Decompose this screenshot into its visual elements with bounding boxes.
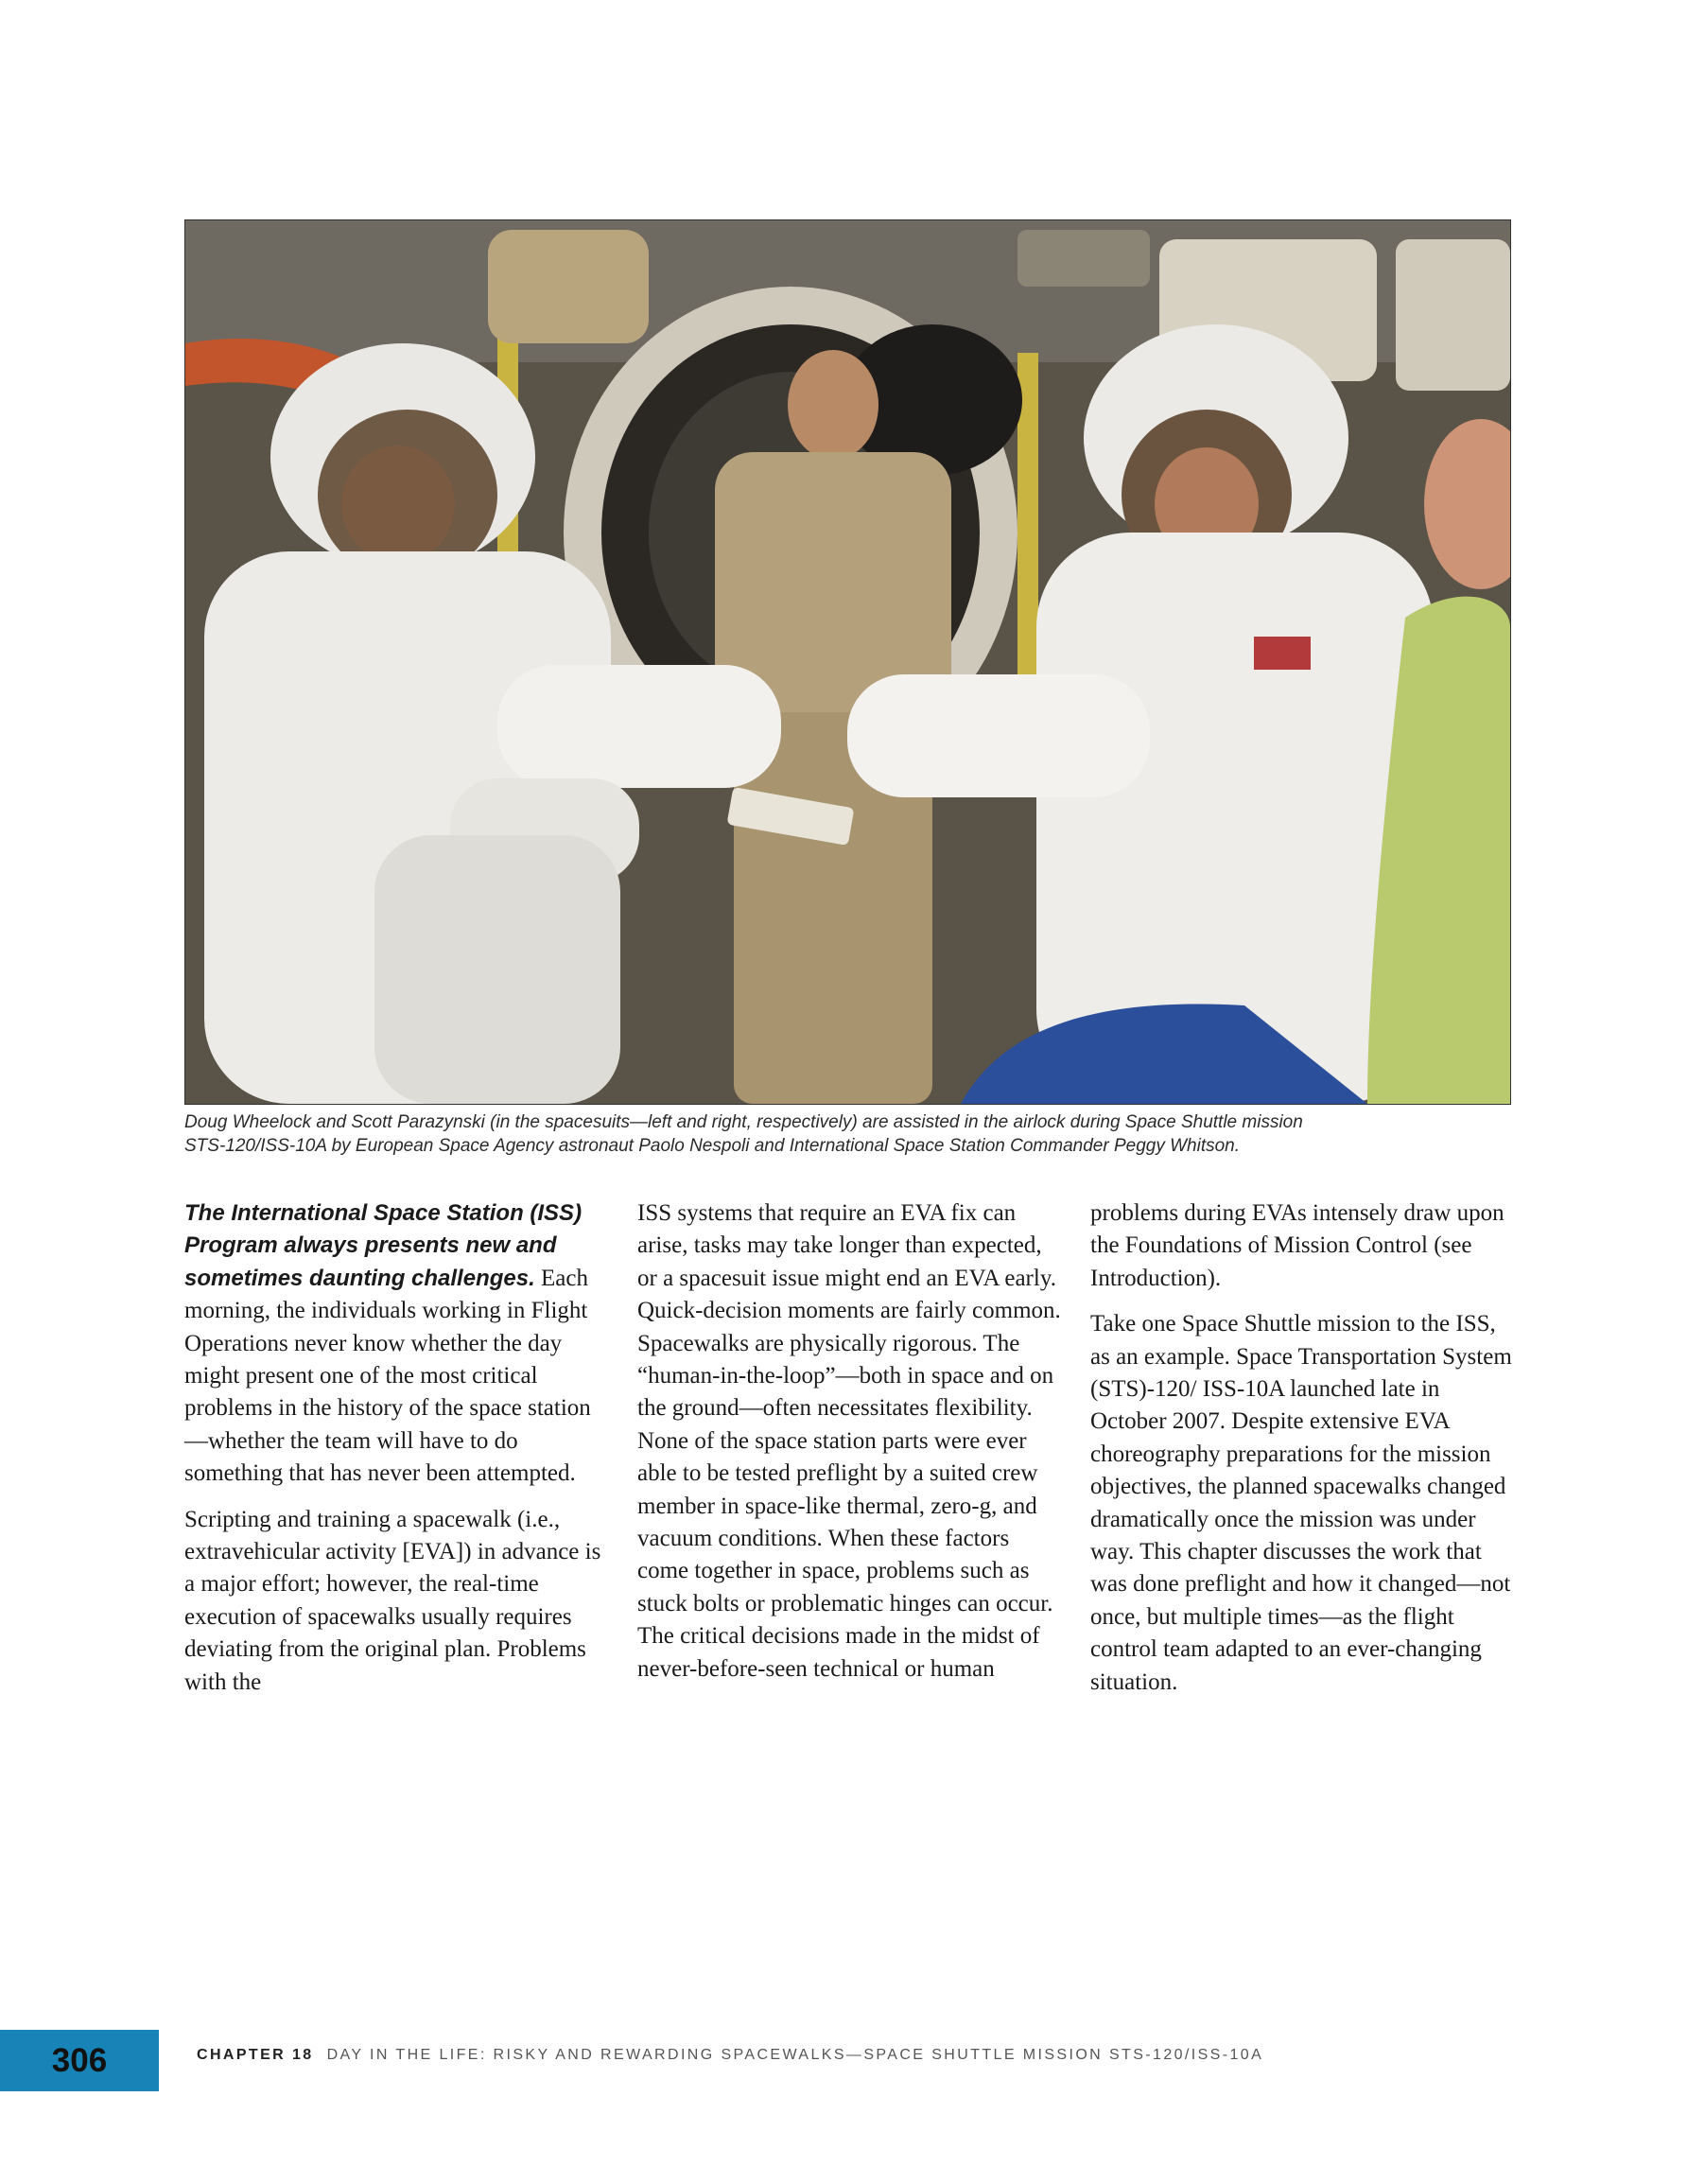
photo-caption (184, 1110, 1527, 1158)
paragraph-1-text: Each morning, the individuals working in Flight Operations never know whether the day might present one of the most critical problems in the history of the space station—whether the team will have to do something that has never been attempted. (184, 1265, 591, 1487)
text-column-2 (637, 1197, 1063, 1699)
text-column-1 (184, 1197, 610, 1712)
paragraph-2: Scripting and training a spacewalk (i.e., extravehicular activity [EVA]) in advance is a major effort; however, the real-time execution of spacewalks usually requires deviating from the original plan. Problems with the (184, 1506, 601, 1695)
caption-line-2: STS-120/ISS-10A by European Space Agency astronaut Paolo Nespoli and International Space Station Commander Peggy Whitson. (184, 1136, 1241, 1156)
photo-illustration (185, 220, 1510, 1104)
chapter-label: CHAPTER 18 (197, 2047, 314, 2063)
paragraph-1 (184, 1197, 610, 1491)
running-footer (197, 2047, 1263, 2064)
paragraph-5: Take one Space Shuttle mission to the ISS, as an example. Space Transportation System (STS)-120/ ISS-10A launched late in October 2007. Despite extensive EVA choreography preparations for the mission objectives, the planned spacewalks changed dramatically once the mission was under way. This chapter discusses the work that was done preflight and how it changed—not once, but multiple times—as the flight control team adapted to an ever-changing situation. (1090, 1311, 1512, 1695)
lead-in: The International Space Station (ISS) Program always presents new and sometimes daunting challenges. (184, 1200, 583, 1291)
text-column-3 (1090, 1197, 1521, 1712)
paragraph-4: problems during EVAs intensely draw upon the Foundations of Mission Control (see Introduction). (1090, 1200, 1504, 1291)
chapter-title: DAY IN THE LIFE: RISKY AND REWARDING SPACEWALKS—SPACE SHUTTLE MISSION STS-120/ISS-10A (326, 2047, 1264, 2063)
astronauts-in-airlock-photo (184, 219, 1511, 1105)
paragraph-3: ISS systems that require an EVA fix can arise, tasks may take longer than expected, or a spacesuit issue might end an EVA early. Quick-decision moments are fairly common. Spacewalks are physically rigorous. The “human-in-the-loop”—both in space and on the ground—often necessitates flexibility. None of the space station parts were ever able to be tested preflight by a suited crew member in space-like thermal, zero-g, and vacuum conditions. When these factors come together in space, problems such as stuck bolts or problematic hinges can occur. The critical decisions made in the midst of never-before-seen technical or human (637, 1200, 1061, 1682)
page-number: 306 (51, 2041, 108, 2079)
caption-line-1: Doug Wheelock and Scott Parazynski (in the spacesuits—left and right, respectively) are assisted in the airlock during Space Shuttle mission (184, 1112, 1303, 1132)
